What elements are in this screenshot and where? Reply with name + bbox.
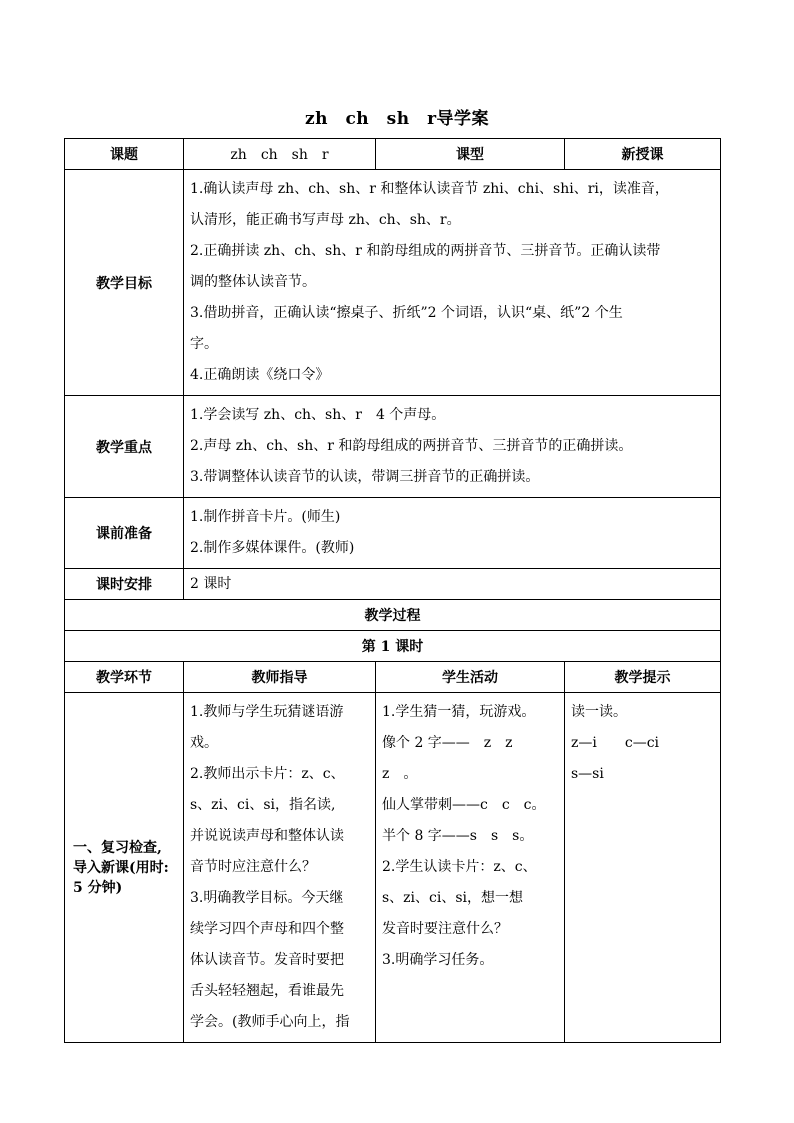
teacher-line: 体认读音节。发音时要把 xyxy=(190,952,344,968)
col-student-header: 学生活动 xyxy=(376,662,565,693)
teacher-line: 1.教师与学生玩猜谜语游 xyxy=(190,704,344,720)
stage1-hints xyxy=(565,693,721,1043)
hint-line: s—si xyxy=(571,766,604,782)
student-line: 仙人掌带刺——c c c。 xyxy=(382,797,546,813)
lesson-title: 第 1 课时 xyxy=(65,631,721,662)
prep-line: 2.制作多媒体课件。(教师) xyxy=(190,540,355,556)
type-value: 新授课 xyxy=(565,139,721,170)
teacher-line: 学会。(教师手心向上，指 xyxy=(190,1014,350,1030)
schedule-value: 2 课时 xyxy=(184,569,721,600)
teacher-line: s、zi、ci、si，指名读, xyxy=(190,797,336,813)
student-line: 半个 8 字——s s s。 xyxy=(382,828,534,844)
stage1-label xyxy=(65,693,184,1043)
stage1-row xyxy=(65,693,721,1043)
topic-label: 课题 xyxy=(65,139,184,170)
stage1-label-line: 导入新课(用时: xyxy=(73,859,169,876)
student-line: 3.明确学习任务。 xyxy=(382,952,494,968)
student-line: 像个 2 字—— z z z 。 xyxy=(382,735,527,782)
goals-line: 3.借助拼音，正确认读“擦桌子、折纸”2 个词语，认识“桌、纸”2 个生 xyxy=(190,305,623,321)
goals-line: 字。 xyxy=(190,336,218,352)
teacher-line: 并说说读声母和整体认读 xyxy=(190,828,344,844)
goals-row xyxy=(65,170,721,396)
keypoints-content xyxy=(184,396,721,498)
col-teacher-header: 教师指导 xyxy=(184,662,376,693)
goals-line: 调的整体认读音节。 xyxy=(190,274,316,290)
document-title: zh ch sh r导学案 xyxy=(304,109,490,129)
stage1-student xyxy=(376,693,565,1043)
topic-value: zh ch sh r xyxy=(184,139,376,170)
schedule-label: 课时安排 xyxy=(65,569,184,600)
prep-label: 课前准备 xyxy=(65,498,184,569)
hint-line: z—i c—ci xyxy=(571,735,660,751)
keypoints-line: 3.带调整体认读音节的认读，带调三拼音节的正确拼读。 xyxy=(190,469,540,485)
teacher-line: 续学习四个声母和四个整 xyxy=(190,921,344,937)
student-line: 1.学生猜一猜，玩游戏。 xyxy=(382,704,536,720)
keypoints-label: 教学重点 xyxy=(65,396,184,498)
teacher-line: 舌头轻轻翘起，看谁最先 xyxy=(190,983,344,999)
student-line: 2.学生认读卡片：z、c、 xyxy=(382,859,537,875)
keypoints-line: 2.声母 zh、ch、sh、r 和韵母组成的两拼音节、三拼音节的正确拼读。 xyxy=(190,438,633,454)
stage1-label-line: 5 分钟) xyxy=(73,879,123,896)
teacher-line: 2.教师出示卡片：z、c、 xyxy=(190,766,345,782)
type-label: 课型 xyxy=(376,139,565,170)
column-header-row xyxy=(65,662,721,693)
prep-content xyxy=(184,498,721,569)
student-line: s、zi、ci、si，想一想 xyxy=(382,890,524,906)
hint-line: 读一读。 xyxy=(571,704,627,720)
process-title: 教学过程 xyxy=(65,600,721,631)
teacher-line: 戏。 xyxy=(190,735,218,751)
prep-line: 1.制作拼音卡片。(师生) xyxy=(190,509,341,525)
student-line: 发音时要注意什么？ xyxy=(382,921,508,937)
keypoints-line: 1.学会读写 zh、ch、sh、r 4 个声母。 xyxy=(190,407,446,423)
goals-line: 1.确认读声母 zh、ch、sh、r 和整体认读音节 zhi、chi、shi、ri，读准音， xyxy=(190,181,669,197)
process-row xyxy=(65,600,721,631)
goals-line: 4.正确朗读《绕口令》 xyxy=(190,367,330,383)
goals-label: 教学目标 xyxy=(65,170,184,396)
prep-row xyxy=(65,498,721,569)
lesson-plan-table xyxy=(64,138,721,1043)
teacher-line: 音节时应注意什么？ xyxy=(190,859,316,875)
teacher-line: 3.明确教学目标。今天继 xyxy=(190,890,344,906)
col-hint-header: 教学提示 xyxy=(565,662,721,693)
lesson-row xyxy=(65,631,721,662)
stage1-teacher xyxy=(184,693,376,1043)
keypoints-row xyxy=(65,396,721,498)
header-row xyxy=(65,139,721,170)
goals-content xyxy=(184,170,721,396)
stage1-label-line: 一、复习检查, xyxy=(73,839,162,856)
schedule-row xyxy=(65,569,721,600)
col-stage-header: 教学环节 xyxy=(65,662,184,693)
goals-line: 认清形，能正确书写声母 zh、ch、sh、r。 xyxy=(190,212,461,228)
goals-line: 2.正确拼读 zh、ch、sh、r 和韵母组成的两拼音节、三拼音节。正确认读带 xyxy=(190,243,661,259)
